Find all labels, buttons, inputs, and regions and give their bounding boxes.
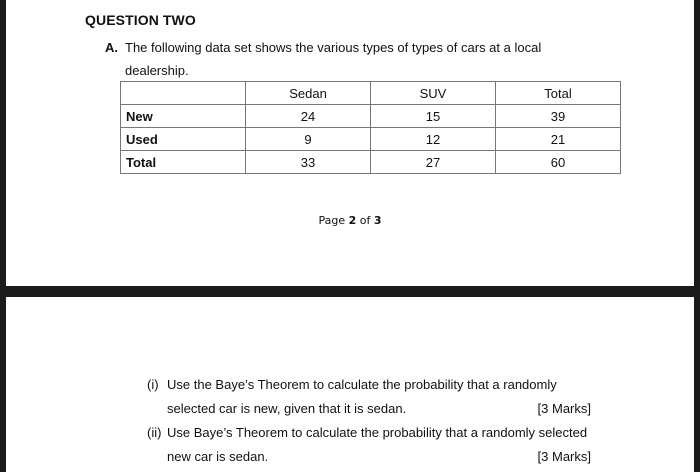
table-header-cell: SUV [371,82,496,105]
table-cell: 39 [496,105,621,128]
page-number-middle: of [356,214,374,227]
question-text-line2: selected car is new, given that it is sedan. [167,401,407,416]
part-a-label: A. [105,40,118,55]
row-label: Used [121,128,246,151]
question-number: (ii) [147,425,162,440]
table-row [121,128,621,151]
page-number-current: 2 [348,214,357,227]
question-text-line1: Use the Baye’s Theorem to calculate the probability that a randomly [167,377,557,392]
question-marks: [3 Marks] [537,449,591,464]
document-page-1 [6,0,694,286]
question-item [147,373,617,421]
table-cell: 15 [371,105,496,128]
question-text-line2: new car is sedan. [167,449,269,464]
table-header-row [121,82,621,105]
row-label: New [121,105,246,128]
table-cell: 24 [246,105,371,128]
page-number [6,214,694,227]
table-cell: 27 [371,151,496,174]
table-cell: 33 [246,151,371,174]
question-number: (i) [147,377,159,392]
table-cell: 21 [496,128,621,151]
table-row [121,151,621,174]
question-title: QUESTION TWO [85,12,196,28]
part-a-text-line2: dealership. [125,63,189,78]
car-data-table [120,81,621,174]
table-header-cell: Sedan [246,82,371,105]
table-cell: 12 [371,128,496,151]
question-item [147,421,617,469]
table-cell: 9 [246,128,371,151]
question-text-line1: Use Baye’s Theorem to calculate the probability that a randomly selected [167,425,588,440]
table-cell: 60 [496,151,621,174]
page-number-prefix: Page [318,214,349,227]
document-page-2 [6,297,694,472]
part-a-text-line1: The following data set shows the various types of types of cars at a local [125,40,542,55]
page-number-total: 3 [373,214,382,227]
table-header-cell [121,82,246,105]
row-label: Total [121,151,246,174]
table-row [121,105,621,128]
part-a-prompt [105,36,605,82]
question-marks: [3 Marks] [537,401,591,416]
table-header-cell: Total [496,82,621,105]
